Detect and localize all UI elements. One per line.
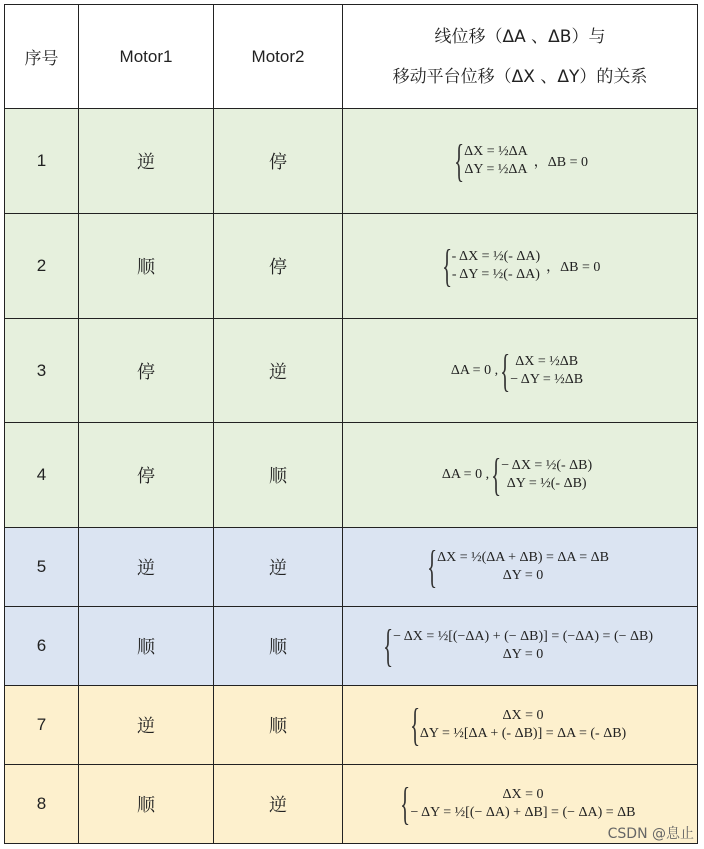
row-index: 4 <box>5 423 79 528</box>
brace-icon: { <box>500 344 511 396</box>
header-motor2: Motor2 <box>214 5 343 109</box>
row-formula <box>343 607 698 686</box>
row-index: 5 <box>5 528 79 607</box>
brace-icon: { <box>400 778 411 829</box>
header-motor1: Motor1 <box>79 5 214 109</box>
table-row <box>5 765 698 844</box>
formula-line-2: ΔY = 0 <box>502 568 544 583</box>
row-motor1: 停 <box>79 423 214 528</box>
row-motor1: 停 <box>79 319 214 423</box>
row-formula <box>343 686 698 765</box>
table-row <box>5 319 698 423</box>
row-index: 8 <box>5 765 79 844</box>
formula-line-1: ΔX = ½ΔA <box>464 144 528 159</box>
row-formula <box>343 528 698 607</box>
header-row <box>5 5 698 109</box>
row-motor2: 逆 <box>214 319 343 423</box>
formula-line-2: − ΔY = ½ΔB <box>510 371 584 387</box>
row-motor2: 逆 <box>214 528 343 607</box>
brace-icon: { <box>427 541 438 592</box>
brace-icon: { <box>491 449 502 500</box>
header-relation-line2: 移动平台位移（ΔX 、ΔY）的关系 <box>392 66 648 87</box>
row-motor1: 逆 <box>79 686 214 765</box>
formula-line-2: − ΔY = ½[(− ΔA) + ΔB] = (− ΔA) = ΔB <box>410 805 636 820</box>
table-row <box>5 109 698 214</box>
table-row <box>5 214 698 319</box>
row-index: 6 <box>5 607 79 686</box>
table-row <box>5 423 698 528</box>
formula-pre: ΔA = 0 , <box>441 467 490 482</box>
row-motor2: 停 <box>214 109 343 214</box>
row-motor1: 逆 <box>79 528 214 607</box>
row-index: 1 <box>5 109 79 214</box>
header-relation-line1: 线位移（ΔA 、ΔB）与 <box>434 26 606 47</box>
brace-icon: { <box>409 699 420 750</box>
table-row <box>5 686 698 765</box>
row-motor2: 逆 <box>214 765 343 844</box>
formula-line-2: ΔY = ½(- ΔB) <box>506 476 587 491</box>
row-index: 7 <box>5 686 79 765</box>
formula-line-2: ΔY = ½[ΔA + (- ΔB)] = ΔA = (- ΔB) <box>419 726 627 741</box>
formula-post: ，ΔB = 0 <box>546 260 601 275</box>
row-formula <box>343 423 698 528</box>
formula-line-1: ΔX = ½ΔB <box>515 353 579 369</box>
brace-icon: { <box>441 240 452 291</box>
row-motor1: 逆 <box>79 109 214 214</box>
formula-pre: ΔA = 0 , <box>450 362 499 378</box>
formula-line-1: ΔX = ½(ΔA + ΔB) = ΔA = ΔB <box>437 550 609 565</box>
formula-line-1: - ΔX = ½(- ΔA) <box>451 249 541 264</box>
row-motor2: 顺 <box>214 686 343 765</box>
formula-line-1: − ΔX = ½[(−ΔA) + (− ΔB)] = (−ΔA) = (− ΔB) <box>393 629 654 644</box>
header-index: 序号 <box>5 5 79 109</box>
formula-line-1: ΔX = 0 <box>502 787 544 802</box>
table-row <box>5 528 698 607</box>
row-motor1: 顺 <box>79 765 214 844</box>
row-formula <box>343 319 698 423</box>
header-relation <box>343 5 698 109</box>
formula-line-2: ΔY = ½ΔA <box>464 162 528 177</box>
row-motor1: 顺 <box>79 607 214 686</box>
row-formula <box>343 109 698 214</box>
row-motor2: 顺 <box>214 607 343 686</box>
row-index: 2 <box>5 214 79 319</box>
formula-line-1: − ΔX = ½(- ΔB) <box>501 458 593 473</box>
motor-relation-table <box>4 4 698 844</box>
row-index: 3 <box>5 319 79 423</box>
formula-line-2: ΔY = 0 <box>502 647 544 662</box>
formula-post: ，ΔB = 0 <box>533 155 588 170</box>
watermark: CSDN @息止 <box>607 826 694 842</box>
row-formula <box>343 214 698 319</box>
brace-icon: { <box>454 135 465 186</box>
row-motor1: 顺 <box>79 214 214 319</box>
row-motor2: 停 <box>214 214 343 319</box>
table-row <box>5 607 698 686</box>
formula-line-2: - ΔY = ½(- ΔA) <box>451 267 540 282</box>
brace-icon: { <box>383 620 394 671</box>
row-motor2: 顺 <box>214 423 343 528</box>
formula-line-1: ΔX = 0 <box>502 708 544 723</box>
